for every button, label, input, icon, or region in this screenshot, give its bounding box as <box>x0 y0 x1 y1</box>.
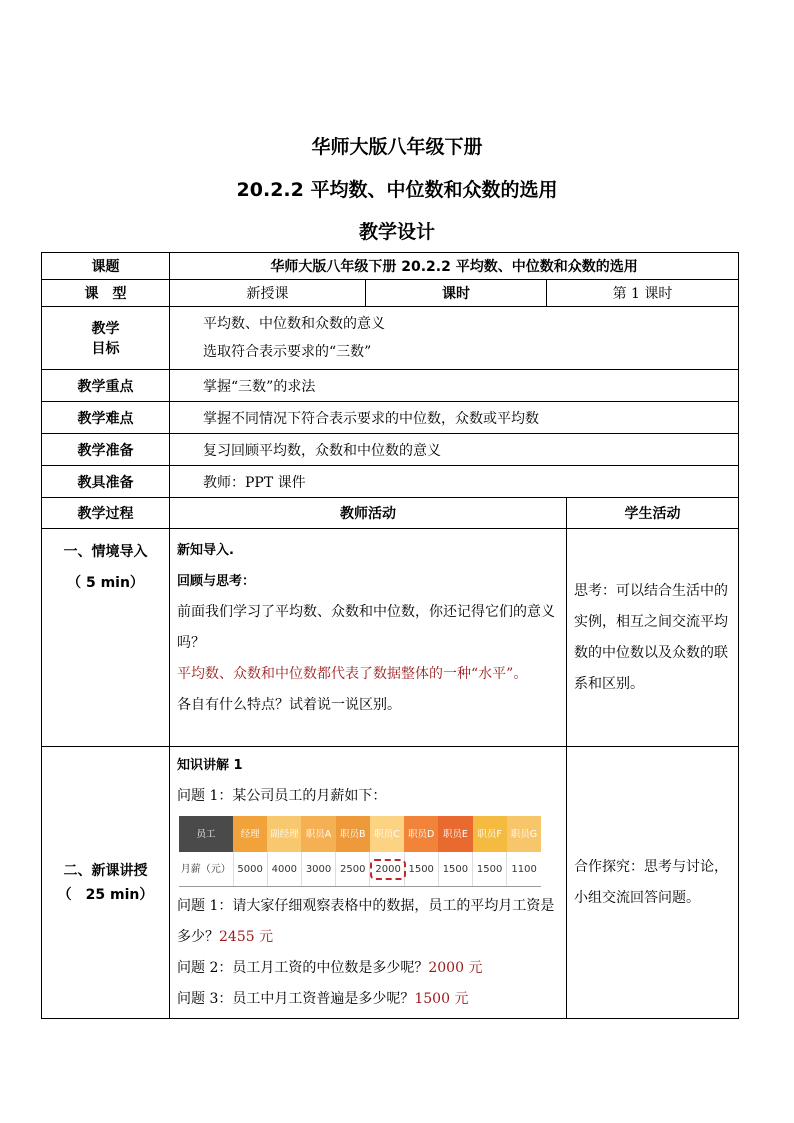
type-row <box>42 280 739 307</box>
stage-1-sub: 回顾与思考： <box>177 574 256 589</box>
stage-1-label <box>42 529 170 747</box>
salary-header-staff-c: 职员C <box>370 816 404 852</box>
question-2 <box>177 953 560 984</box>
stage-2-question-intro: 问题 1：某公司员工的月薪如下： <box>177 788 387 804</box>
stage-1-p1: 前面我们学习了平均数、众数和中位数，你还记得它们的意义吗？ <box>177 604 555 651</box>
lesson-plan-table <box>41 252 739 1019</box>
salary-value-staff-g: 1100 <box>507 852 541 887</box>
salary-header-employee: 员工 <box>179 816 233 852</box>
salary-header-staff-g: 职员G <box>507 816 541 852</box>
goal-item-1: 平均数、中位数和众数的意义 <box>203 316 385 332</box>
salary-header-staff-a: 职员A <box>301 816 335 852</box>
stage-1-time: （ 5 min） <box>67 575 144 591</box>
stage-2-name: 二、新课讲授 <box>63 862 148 879</box>
key-value: 掌握“三数”的求法 <box>170 370 739 402</box>
goal-row <box>42 307 739 370</box>
stage-1-row <box>42 529 739 747</box>
salary-header-row <box>179 816 541 852</box>
stage-1-p3: 各自有什么特点？试着说一说区别。 <box>177 697 401 713</box>
salary-header-staff-f: 职员F <box>473 816 507 852</box>
salary-header-staff-e: 职员E <box>438 816 472 852</box>
salary-value-manager: 5000 <box>233 852 267 887</box>
tools-row <box>42 466 739 498</box>
stage-2-teacher <box>170 747 567 1019</box>
stage-2-time: （ 25 min） <box>57 886 154 903</box>
type-label: 课 型 <box>42 280 170 307</box>
stage-1-student: 思考：可以结合生活中的实例，相互之间交流平均数的中位数以及众数的联系和区别。 <box>567 529 739 747</box>
salary-value-staff-d: 1500 <box>404 852 438 887</box>
goal-values <box>170 307 739 370</box>
goal-label-line-1: 教学 <box>91 321 120 337</box>
salary-value-deputy: 4000 <box>267 852 301 887</box>
title-line-1: 华师大版八年级下册 <box>311 136 483 158</box>
tools-value: 教师：PPT 课件 <box>170 466 739 498</box>
question-3 <box>177 984 560 1015</box>
question-2-text: 问题 2：员工月工资的中位数是多少呢？ <box>177 960 429 976</box>
tools-label: 教具准备 <box>42 466 170 498</box>
salary-row-label: 月薪（元） <box>179 852 233 887</box>
salary-table <box>179 816 541 887</box>
salary-value-staff-e: 1500 <box>438 852 472 887</box>
stage-1-p2: 平均数、众数和中位数都代表了数据整体的一种“水平”。 <box>177 666 528 682</box>
type-value: 新授课 <box>170 280 366 307</box>
key-row <box>42 370 739 402</box>
answer-3: 1500 元 <box>414 991 469 1007</box>
student-col-header: 学生活动 <box>567 498 739 529</box>
goal-label <box>42 307 170 370</box>
salary-value-staff-a: 3000 <box>301 852 335 887</box>
process-col-header: 教学过程 <box>42 498 170 529</box>
stage-1-teacher <box>170 529 567 747</box>
process-header-row <box>42 498 739 529</box>
salary-value-row <box>179 852 541 887</box>
stage-2-row <box>42 747 739 1019</box>
goal-label-line-2: 目标 <box>91 341 120 357</box>
topic-row <box>42 253 739 280</box>
stage-2-heading: 知识讲解 1 <box>177 758 243 773</box>
answer-1: 2455 元 <box>219 929 274 945</box>
salary-header-staff-d: 职员D <box>404 816 438 852</box>
answer-2: 2000 元 <box>428 960 483 976</box>
topic-label: 课题 <box>42 253 170 280</box>
prep-value: 复习回顾平均数，众数和中位数的意义 <box>170 434 739 466</box>
title-line-2: 20.2.2 平均数、中位数和众数的选用 <box>236 179 558 201</box>
difficulty-label: 教学难点 <box>42 402 170 434</box>
stage-1-heading: 新知导入. <box>177 543 234 558</box>
salary-value-staff-f: 1500 <box>473 852 507 887</box>
salary-header-manager: 经理 <box>233 816 267 852</box>
salary-value-staff-c <box>370 852 404 887</box>
hours-value: 第 1 课时 <box>547 280 739 307</box>
question-1 <box>177 891 560 953</box>
question-1-text: 问题 1：请大家仔细观察表格中的数据，员工的平均月工资是多少？ <box>177 898 555 945</box>
salary-value-staff-b: 2500 <box>336 852 370 887</box>
stage-2-label <box>42 747 170 1019</box>
prep-row <box>42 434 739 466</box>
key-label: 教学重点 <box>42 370 170 402</box>
teacher-col-header: 教师活动 <box>170 498 567 529</box>
prep-label: 教学准备 <box>42 434 170 466</box>
salary-header-staff-b: 职员B <box>336 816 370 852</box>
stage-1-name: 一、情境导入 <box>63 544 148 560</box>
hours-label: 课时 <box>366 280 547 307</box>
stage-2-student: 合作探究：思考与讨论，小组交流回答问题。 <box>567 747 739 1019</box>
salary-header-deputy: 副经理 <box>267 816 301 852</box>
difficulty-row <box>42 402 739 434</box>
difficulty-value: 掌握不同情况下符合表示要求的中位数，众数或平均数 <box>170 402 739 434</box>
goal-item-2: 选取符合表示要求的“三数” <box>203 344 372 360</box>
median-highlight: 2000 <box>370 859 405 880</box>
topic-value: 华师大版八年级下册 20.2.2 平均数、中位数和众数的选用 <box>170 253 739 280</box>
question-3-text: 问题 3：员工中月工资普遍是多少呢？ <box>177 991 415 1007</box>
title-line-3: 教学设计 <box>358 221 435 243</box>
